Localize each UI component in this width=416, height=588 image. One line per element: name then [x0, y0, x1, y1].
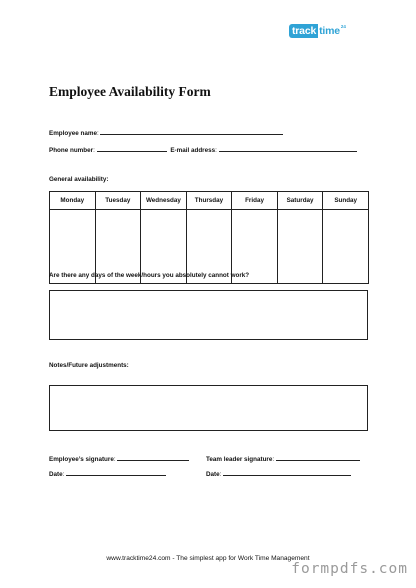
availability-table [49, 191, 369, 284]
availability-cell-sunday[interactable] [323, 210, 369, 284]
form-title: Employee Availability Form [49, 84, 211, 99]
employee-name-field[interactable] [100, 129, 283, 135]
logo-superscript: 24 [340, 24, 346, 29]
employee-signature-row: Employee’s signature: [49, 455, 189, 463]
unavailable-question: Are there any days of the week/hours you absolutely cannot work? [49, 272, 250, 279]
date-row-right: Date: [206, 470, 351, 478]
leader-signature-row: Team leader signature: [206, 455, 360, 463]
date-row-left: Date: [49, 470, 166, 478]
logo-track-text: track [289, 24, 318, 38]
day-header-saturday: Saturday [277, 192, 323, 210]
date-label-left: Date [49, 471, 63, 478]
tracktime-logo [289, 23, 346, 38]
contact-row: Phone number: E-mail address: [49, 146, 357, 154]
employee-name-row: Employee name: [49, 129, 283, 137]
footer-text: www.tracktime24.com - The simplest app for Work Time Management [106, 555, 310, 562]
email-address-field[interactable] [219, 146, 357, 152]
day-header-friday: Friday [232, 192, 278, 210]
leader-signature-field[interactable] [276, 455, 360, 461]
unavailable-answer-box[interactable] [49, 290, 368, 340]
employee-name-label: Employee name [49, 130, 97, 137]
day-header-monday: Monday [50, 192, 96, 210]
phone-number-field[interactable] [97, 146, 167, 152]
day-header-wednesday: Wednesday [141, 192, 187, 210]
day-header-thursday: Thursday [186, 192, 232, 210]
logo-time-text: time [319, 24, 340, 37]
date-field-right[interactable] [223, 470, 351, 476]
phone-number-label: Phone number [49, 147, 94, 154]
leader-signature-label: Team leader signature [206, 456, 273, 463]
employee-signature-label: Employee’s signature [49, 456, 114, 463]
watermark: formpdfs.com [291, 561, 408, 577]
notes-heading: Notes/Future adjustments: [49, 362, 129, 369]
date-field-left[interactable] [66, 470, 166, 476]
general-availability-heading: General availability: [49, 176, 109, 183]
day-header-tuesday: Tuesday [95, 192, 141, 210]
date-label-right: Date [206, 471, 220, 478]
availability-cell-saturday[interactable] [277, 210, 323, 284]
day-header-sunday: Sunday [323, 192, 369, 210]
employee-signature-field[interactable] [117, 455, 189, 461]
email-address-label: E-mail address [170, 147, 216, 154]
notes-box[interactable] [49, 385, 368, 431]
